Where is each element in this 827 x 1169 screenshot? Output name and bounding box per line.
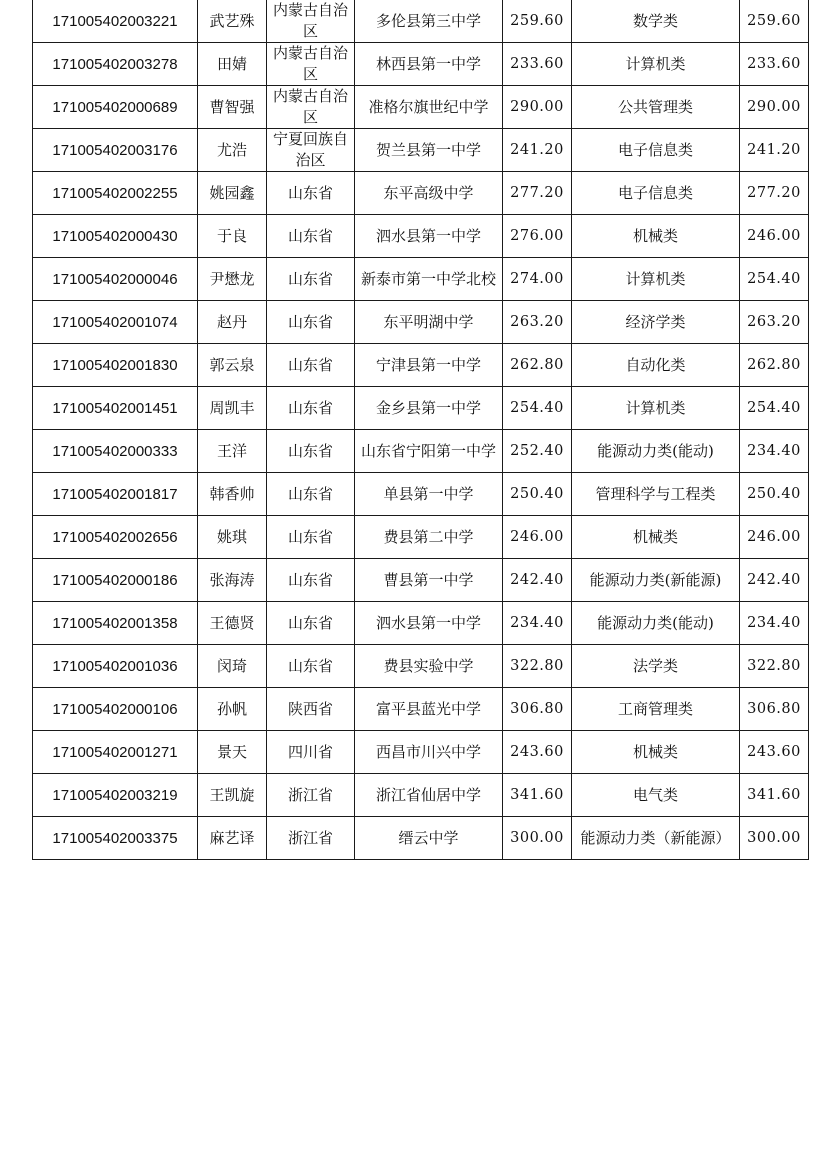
- student-name-cell: 赵丹: [198, 301, 267, 344]
- school-cell: 费县第二中学: [355, 516, 503, 559]
- score-cell: 290.00: [503, 86, 572, 129]
- school-cell: 费县实验中学: [355, 645, 503, 688]
- province-cell: 内蒙古自治区: [267, 86, 355, 129]
- score-cell: 322.80: [503, 645, 572, 688]
- final-score-cell: 233.60: [740, 43, 809, 86]
- final-score-cell: 250.40: [740, 473, 809, 516]
- student-name-cell: 王洋: [198, 430, 267, 473]
- admission-table: [32, 0, 809, 860]
- table-row: [33, 43, 809, 86]
- score-cell: 263.20: [503, 301, 572, 344]
- province-cell: 山东省: [267, 387, 355, 430]
- candidate-id-cell: 171005402003176: [33, 129, 198, 172]
- school-cell: 单县第一中学: [355, 473, 503, 516]
- province-cell: 宁夏回族自治区: [267, 129, 355, 172]
- final-score-cell: 241.20: [740, 129, 809, 172]
- final-score-cell: 254.40: [740, 258, 809, 301]
- table-row: [33, 473, 809, 516]
- major-cell: 机械类: [572, 215, 740, 258]
- school-cell: 多伦县第三中学: [355, 0, 503, 43]
- final-score-cell: 290.00: [740, 86, 809, 129]
- student-name-cell: 韩香帅: [198, 473, 267, 516]
- school-cell: 泗水县第一中学: [355, 215, 503, 258]
- candidate-id-cell: 171005402002255: [33, 172, 198, 215]
- province-cell: 内蒙古自治区: [267, 0, 355, 43]
- candidate-id-cell: 171005402000046: [33, 258, 198, 301]
- score-cell: 306.80: [503, 688, 572, 731]
- table-row: [33, 129, 809, 172]
- table-row: [33, 344, 809, 387]
- candidate-id-cell: 171005402001358: [33, 602, 198, 645]
- table-row: [33, 516, 809, 559]
- school-cell: 缙云中学: [355, 817, 503, 860]
- table-row: [33, 430, 809, 473]
- candidate-id-cell: 171005402001271: [33, 731, 198, 774]
- school-cell: 曹县第一中学: [355, 559, 503, 602]
- final-score-cell: 277.20: [740, 172, 809, 215]
- province-cell: 山东省: [267, 516, 355, 559]
- candidate-id-cell: 171005402000106: [33, 688, 198, 731]
- score-cell: 233.60: [503, 43, 572, 86]
- major-cell: 机械类: [572, 731, 740, 774]
- province-cell: 山东省: [267, 473, 355, 516]
- score-cell: 300.00: [503, 817, 572, 860]
- province-cell: 山东省: [267, 645, 355, 688]
- major-cell: 工商管理类: [572, 688, 740, 731]
- major-cell: 电子信息类: [572, 129, 740, 172]
- school-cell: 新泰市第一中学北校: [355, 258, 503, 301]
- major-cell: 自动化类: [572, 344, 740, 387]
- score-cell: 246.00: [503, 516, 572, 559]
- province-cell: 山东省: [267, 430, 355, 473]
- school-cell: 准格尔旗世纪中学: [355, 86, 503, 129]
- major-cell: 管理科学与工程类: [572, 473, 740, 516]
- major-cell: 能源动力类(能动): [572, 430, 740, 473]
- school-cell: 富平县蓝光中学: [355, 688, 503, 731]
- school-cell: 贺兰县第一中学: [355, 129, 503, 172]
- table-row: [33, 602, 809, 645]
- province-cell: 山东省: [267, 301, 355, 344]
- major-cell: 经济学类: [572, 301, 740, 344]
- student-name-cell: 郭云泉: [198, 344, 267, 387]
- province-cell: 山东省: [267, 172, 355, 215]
- student-name-cell: 姚琪: [198, 516, 267, 559]
- major-cell: 公共管理类: [572, 86, 740, 129]
- student-name-cell: 武艺殊: [198, 0, 267, 43]
- candidate-id-cell: 171005402002656: [33, 516, 198, 559]
- score-cell: 341.60: [503, 774, 572, 817]
- school-cell: 东平明湖中学: [355, 301, 503, 344]
- table-row: [33, 215, 809, 258]
- score-cell: 259.60: [503, 0, 572, 43]
- school-cell: 泗水县第一中学: [355, 602, 503, 645]
- student-name-cell: 周凯丰: [198, 387, 267, 430]
- score-cell: 274.00: [503, 258, 572, 301]
- score-cell: 241.20: [503, 129, 572, 172]
- student-name-cell: 孙帆: [198, 688, 267, 731]
- candidate-id-cell: 171005402000333: [33, 430, 198, 473]
- province-cell: 陕西省: [267, 688, 355, 731]
- major-cell: 机械类: [572, 516, 740, 559]
- final-score-cell: 300.00: [740, 817, 809, 860]
- candidate-id-cell: 171005402000430: [33, 215, 198, 258]
- final-score-cell: 259.60: [740, 0, 809, 43]
- major-cell: 数学类: [572, 0, 740, 43]
- table-row: [33, 301, 809, 344]
- student-name-cell: 田婧: [198, 43, 267, 86]
- final-score-cell: 243.60: [740, 731, 809, 774]
- final-score-cell: 322.80: [740, 645, 809, 688]
- table-row: [33, 387, 809, 430]
- province-cell: 浙江省: [267, 817, 355, 860]
- province-cell: 山东省: [267, 559, 355, 602]
- school-cell: 西昌市川兴中学: [355, 731, 503, 774]
- score-cell: 277.20: [503, 172, 572, 215]
- candidate-id-cell: 171005402003221: [33, 0, 198, 43]
- table-row: [33, 258, 809, 301]
- final-score-cell: 242.40: [740, 559, 809, 602]
- candidate-id-cell: 171005402001451: [33, 387, 198, 430]
- student-name-cell: 王凯旋: [198, 774, 267, 817]
- table-row: [33, 559, 809, 602]
- major-cell: 能源动力类(能动): [572, 602, 740, 645]
- school-cell: 宁津县第一中学: [355, 344, 503, 387]
- candidate-id-cell: 171005402001036: [33, 645, 198, 688]
- student-name-cell: 闵琦: [198, 645, 267, 688]
- score-cell: 250.40: [503, 473, 572, 516]
- student-name-cell: 麻艺译: [198, 817, 267, 860]
- school-cell: 山东省宁阳第一中学: [355, 430, 503, 473]
- table-row: [33, 0, 809, 43]
- student-name-cell: 姚园鑫: [198, 172, 267, 215]
- score-cell: 262.80: [503, 344, 572, 387]
- student-name-cell: 于良: [198, 215, 267, 258]
- school-cell: 林西县第一中学: [355, 43, 503, 86]
- province-cell: 浙江省: [267, 774, 355, 817]
- final-score-cell: 234.40: [740, 602, 809, 645]
- candidate-id-cell: 171005402003375: [33, 817, 198, 860]
- table-row: [33, 731, 809, 774]
- table-row: [33, 645, 809, 688]
- major-cell: 电气类: [572, 774, 740, 817]
- candidate-id-cell: 171005402003219: [33, 774, 198, 817]
- final-score-cell: 246.00: [740, 516, 809, 559]
- school-cell: 浙江省仙居中学: [355, 774, 503, 817]
- major-cell: 法学类: [572, 645, 740, 688]
- candidate-id-cell: 171005402000689: [33, 86, 198, 129]
- table-row: [33, 86, 809, 129]
- major-cell: 能源动力类（新能源）: [572, 817, 740, 860]
- student-name-cell: 王德贤: [198, 602, 267, 645]
- score-cell: 276.00: [503, 215, 572, 258]
- student-name-cell: 张海涛: [198, 559, 267, 602]
- school-cell: 东平高级中学: [355, 172, 503, 215]
- table-body: [33, 0, 809, 860]
- candidate-id-cell: 171005402001074: [33, 301, 198, 344]
- final-score-cell: 341.60: [740, 774, 809, 817]
- candidate-id-cell: 171005402000186: [33, 559, 198, 602]
- table-row: [33, 817, 809, 860]
- table-row: [33, 688, 809, 731]
- major-cell: 电子信息类: [572, 172, 740, 215]
- score-cell: 242.40: [503, 559, 572, 602]
- score-cell: 254.40: [503, 387, 572, 430]
- final-score-cell: 254.40: [740, 387, 809, 430]
- student-name-cell: 曹智强: [198, 86, 267, 129]
- province-cell: 山东省: [267, 602, 355, 645]
- province-cell: 内蒙古自治区: [267, 43, 355, 86]
- candidate-id-cell: 171005402003278: [33, 43, 198, 86]
- province-cell: 四川省: [267, 731, 355, 774]
- score-cell: 234.40: [503, 602, 572, 645]
- province-cell: 山东省: [267, 344, 355, 387]
- score-cell: 243.60: [503, 731, 572, 774]
- final-score-cell: 246.00: [740, 215, 809, 258]
- major-cell: 计算机类: [572, 43, 740, 86]
- student-name-cell: 景天: [198, 731, 267, 774]
- major-cell: 计算机类: [572, 387, 740, 430]
- final-score-cell: 263.20: [740, 301, 809, 344]
- student-name-cell: 尹懋龙: [198, 258, 267, 301]
- province-cell: 山东省: [267, 258, 355, 301]
- table-row: [33, 774, 809, 817]
- student-name-cell: 尤浩: [198, 129, 267, 172]
- final-score-cell: 234.40: [740, 430, 809, 473]
- final-score-cell: 262.80: [740, 344, 809, 387]
- table-row: [33, 172, 809, 215]
- candidate-id-cell: 171005402001830: [33, 344, 198, 387]
- major-cell: 计算机类: [572, 258, 740, 301]
- school-cell: 金乡县第一中学: [355, 387, 503, 430]
- candidate-id-cell: 171005402001817: [33, 473, 198, 516]
- score-cell: 252.40: [503, 430, 572, 473]
- final-score-cell: 306.80: [740, 688, 809, 731]
- province-cell: 山东省: [267, 215, 355, 258]
- major-cell: 能源动力类(新能源): [572, 559, 740, 602]
